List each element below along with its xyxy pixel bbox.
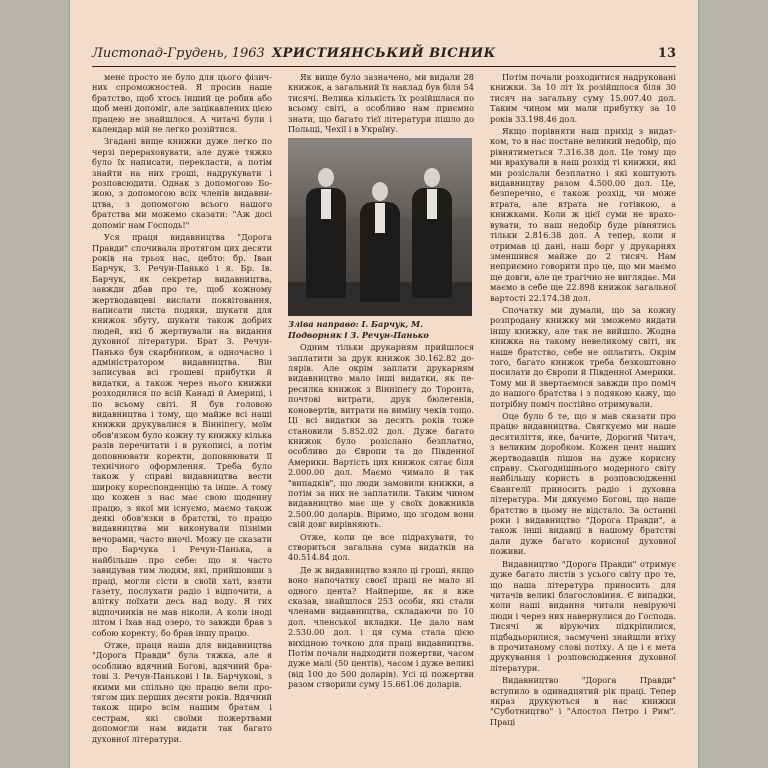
paragraph: Уся праця видавництва "Дорога Правди" спочивала протягом цих десяти років на трьох нас, цебто: бр. Іван Барчук, З. Речун-Панько і я. Бр. Ів. Барчук, як секретар видавництва, завжди дбав про те, щоб кожному жертводавцеві вислати поквітовання, написати листа подяки, шукати для книжок збуту, шукати також добрих людей, які б жертвували на видання духовної літератури. Брат З. Речун-Панько був скарбником, а одночасно і адміністратором видавництва. Він записував всі грошеві прибутки й видатки, а також через нього книжки розходилися по всій Канаді й Америці, і по всьому світі. Я був головою видавництва і тому, що майже всі наші книжки друкувалися в Вінніпегу, моїм обов'язком було кожну ту книжку кілька разів перечитати і в рукописі, а потім доповнювати коректи, доповнювати її технічного оформлення. Треба було також у справі видавництва вести широку кореспонденцію та інше. А тому що кожен з нас має свою щоденну працю, з якої ми існуємо, маємо також деякі обов'язки в братстві, то працю видавництва ми виконували пізніми вечорами, часто вночі. Можу це сказати про Барчука і Речун-Панька, а найбільше про себе: що я часто завидував тим людям, які, прийшовши з праці, могли сісти в своїй хаті, взяти газету, послухати радіо і відпочити, а влітку поїхати десь над воду. Я тих відпочинків не мав ніколи. А коли іноді літом і їхав над озеро, то завжди брав з собою коректу, бо брав іншу працю. <box>92 232 272 638</box>
group-photo <box>288 138 472 316</box>
person-figure <box>306 168 346 298</box>
photo-caption: Зліва направо: І. Барчук, М. Подворняк і З. Речун-Панько <box>288 319 429 340</box>
paragraph: Якщо порівняти наш прихід з видатком, то в нас постане великий недобір, що рівнятиметься 7.316.38 дол. Це тому що ми врахували в наш розхід ті книжки, які ми розіслали безплатно і які коштують видавництву разом 4.500.00 дол. Це, безперечно, є також розхід, чи може втрата, але втрата не готівкою, а книжками. Коли ж цієї суми не враховувати, то наш недобір буде рівнятись тільки 2.816.38 дол. А тепер, коли я отримав ці дані, наш борг у друкарнях зменшився майже до 2 тисяч. Нам неприємно говорити про це, що ми маємо ще довги, але це трагічно не виглядає. Ми маємо в себе ще 22.898 книжок загальної вартості 22.174.38 дол. <box>490 126 676 303</box>
paragraph: менє просто не було для цього фізичних спроможностей. Я просив наше братство, щоб хтось інший це робив або щоб мені допоміг, але зацікавлених цією працею не знайшлося. А читачі були і календар мій не легко розійтися. <box>92 72 272 135</box>
paragraph: Де ж видавництво взяло ці гроші, якщо воно напочатку своєї праці не мало ні одного цента? Найперше, як я вже сказав, знайшлося 253 особи, які стали членами видавництва, складаючи по 10 дол. членської вкладки. Це дало нам 2.530.00 дол. і ця сума стала цією вихідною точкою для праці видавництва. Потім почали надходити пожертви, часом дуже малі (50 центів), часом і дуже великі (від 100 до 500 доларів). Усі ці пожертви разом створили суму 15.661.06 доларів. <box>288 564 474 690</box>
page-number: 13 <box>657 46 676 61</box>
paragraph: Видавництво "Дорога Правди" отримує дуже багато листів з усього світу про те, що наша література приносить для читачів великі благословіння. Є випадки, коли наші видання читали невіруючі люди і через них навернулися до Господа. Тисячі ж віруючих підкріпилися, підбадьорилися, засмучені знайшли втіху в прочитаному слові потіху. А це і є мета друкування і розповсюдження духовної літератури. <box>490 558 676 673</box>
column-2 <box>288 72 474 748</box>
paragraph: Одним тільки друкарням прийшлося заплатити за друк книжок 30.162.82 долярів. Але окрім заплати друкарням видавництво мало інші видатки, як пересилка книжок з Вінніпегу до Торонта, почтові витрати, друк бюлетенів, коновертів, витрати на виміну чеків тощо. Ці всі видатки за десять років тоже становили 5.852.02 дол. Дуже багато книжок було розіслано безплатно, особливо до Європи та до Південної Америки. Вартість цих книжок сягає біля 2.000.00 дол. Маємо чимало й так "випадків", що люди замовили книжки, а потім за них не заплатили. Таким чином видавництво має ще у своїх довжників 2.500.00 доларів. Віримо, що згодом вони свій довг вирівняють. <box>288 342 474 530</box>
issue-date: Листопад-Грудень, 1963 <box>92 46 265 61</box>
column-1 <box>92 72 272 748</box>
person-figure <box>360 182 400 302</box>
person-figure <box>412 168 452 298</box>
paragraph: Видавництво "Дорога Правди" вступило в одинадцятий рік праці. Тепер якраз друкуються в нас книжки "Суботництво" і "Апостол Петро і Рим". Праці <box>490 675 676 727</box>
paragraph: Потім почали розходитися надруковані книжки. За 10 літ їх розійшлося біля 30 тисяч на загальну суму 15.007.40 дол. Таким чином ми мали прибутку за 10 років 33.198.46 дол. <box>490 72 676 124</box>
page-header <box>92 40 676 67</box>
paragraph: Згадані вище книжки дуже легко по черзі перераховувати, але дуже тяжко було їх написати, перекласти, а потім знайти на них гроші, надрукувати і розповсюдити. Однак з допомогою Божою, з допомогою всіх членів видавництва, з допомогою всього нашого братства ми можемо сказати: "Аж досі допоміг нам Господь!" <box>92 136 272 230</box>
paragraph: Отже, праця наша для видавництва "Дорога Правди" була тяжка, але я особливо вдячний Богові, вдячний братові З. Речун-Панькові і Ів. Барчукові, з якими ми спільно цю працю вели протягом цих перших десяти років. Вдячний також щиро всім нашим братам і сестрам, які своїми пожертвами допомогли нам видати так багато духовної літератури. <box>92 639 272 744</box>
paragraph: Оце було б те, що я мав сказати про працю видавництва. Свягкуємо ми наше десятиліття, яке, бачите, Дорогий Читач, з великим доробком. Кожен цент наших жертводавців пішов на дуже корисну справу. Сьогоднішнього модерного світу найбільшу користь в розповсюдженні Євангелії приносить радіо і духовна література. Ми дякуємо Богові, що наше братство в цьому не відстало. За останні роки і видавництво "Дорога Правди", а також інші видавці в нашому братстві дали дуже багато корисної духовної поживи. <box>490 411 676 557</box>
paragraph: Як вище було зазначено, ми видали 28 книжок, а загальний їх наклад був біля 54 тисячі. Велика кількість їх розійшлася по всьому світі, а особливо нам приємно знати, що багато тієї літератури пішло до Польщі, Чехії і в Україну. <box>288 72 474 135</box>
column-3 <box>490 72 676 748</box>
paragraph: Отже, коли це все підрахувати, то створиться загальна сума видатків на 40.514.84 дол. <box>288 531 474 563</box>
paragraph: Спочатку ми думали, що за кожну розпродану книжку ми зможемо видати іншу книжку, але так не вийшло. Жодна книжка на такому невеликому світі, як наше братство, себе не оплатить. Окрім того, багато книжок треба безкоштовно посилати до Європи й Південної Америки. Тому ми й звертаємося завжди про поміч до нашого братства і з подякою кажу, що потрібну поміч постійно отримували. <box>490 304 676 409</box>
magazine-title: ХРИСТИЯНСЬКИЙ ВІСНИК <box>272 46 496 61</box>
magazine-page <box>70 0 698 768</box>
